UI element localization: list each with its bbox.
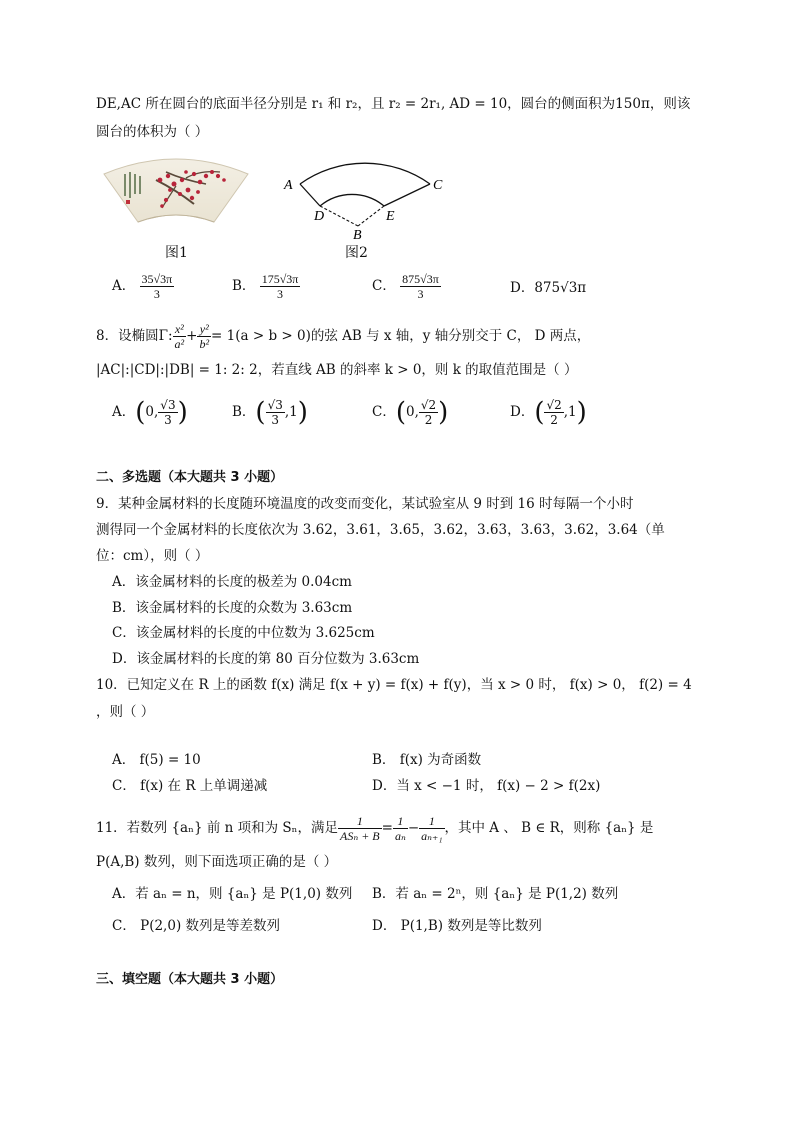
point-c-label: C <box>433 178 443 193</box>
figure2-caption: 图2 <box>345 245 368 261</box>
q11-option-d: D． P(1,B) 数列是等比数列 <box>372 918 542 934</box>
q7-option-b: B． $\frac{175√3\pi}{3}$ <box>232 272 299 301</box>
q8-option-b: B．( $\frac{√3}{3}$ ,1) <box>232 397 308 428</box>
q11-option-c: C． P(2,0) 数列是等差数列 <box>112 918 280 934</box>
point-e-label: E <box>386 209 395 224</box>
q9-stem-line1: 9．某种金属材料的长度随环境温度的改变而变化，某试验室从 9 时到 16 时每隔一个小时 <box>96 496 634 512</box>
point-b-label: B <box>353 228 362 242</box>
q10-stem-line2: ，则（ ） <box>96 704 155 720</box>
fan-painting-figure <box>96 150 256 230</box>
q7-option-d: D．875√3π <box>510 280 587 296</box>
q11-option-a: A．若 aₙ = n，则 {aₙ} 是 P(1,0) 数列 <box>112 886 353 902</box>
point-a-label: A <box>284 178 293 193</box>
q10-option-c: C． f(x) 在 R 上单调递减 <box>112 778 268 794</box>
q11-option-b: B．若 aₙ = 2ⁿ，则 {aₙ} 是 P(1,2) 数列 <box>372 886 619 902</box>
q8-stem-line2: |AC|:|CD|:|DB| = 1: 2: 2，若直线 AB 的斜率 k > 0，则 k 的取值范围是（ ） <box>96 362 578 378</box>
q10-option-b: B． f(x) 为奇函数 <box>372 752 482 768</box>
point-d-label: D <box>314 209 325 224</box>
section-heading-fill-in: 三、填空题（本大题共 3 小题） <box>96 972 284 987</box>
annular-sector-figure <box>278 136 448 242</box>
q9-option-d: D．该金属材料的长度的第 80 百分位数为 3.63cm <box>112 651 420 667</box>
q11-stem-line1: 11．若数列 {aₙ} 前 n 项和为 Sₙ，满足 $\frac{1}{\text{ASₙ + B}}$ = $\frac{1}{\text{aₙ}}$ − $\frac{1}{\text{aₙ₊₁}}$ ，其中 A 、 B ∈ R，则称 {aₙ} 是 <box>96 814 654 843</box>
q8-stem-line1: 8．设椭圆Γ: $\frac{\text{x²}}{\text{a²}}$ + $\frac{\text{y²}}{\text{b²}}$ = 1(a > b > 0)的弦 AB 与 x 轴，y 轴分别交于 C， D 两点， <box>96 322 591 351</box>
q10-option-d: D．当 x < −1 时， f(x) − 2 > f(2x) <box>372 778 601 794</box>
q7-stem-line2: 圆台的体积为（ ） <box>96 124 209 140</box>
q7-option-a: A． $\frac{35√3\pi}{3}$ <box>112 272 173 301</box>
q9-option-c: C．该金属材料的长度的中位数为 3.625cm <box>112 625 375 641</box>
q7-option-c: C． $\frac{875√3\pi}{3}$ <box>372 272 439 301</box>
q9-option-a: A．该金属材料的长度的极差为 0.04cm <box>112 574 352 590</box>
q11-stem-line2: P(A,B) 数列，则下面选项正确的是（ ） <box>96 854 338 870</box>
q9-stem-line3: 位：cm），则（ ） <box>96 548 209 564</box>
q10-option-a: A． f(5) = 10 <box>112 752 201 768</box>
q7-stem-line1: DE,AC 所在圆台的底面半径分别是 r₁ 和 r₂，且 r₂ = 2r₁, AD = 10，圆台的侧面积为150π，则该 <box>96 96 691 112</box>
figure1-caption: 图1 <box>165 245 188 261</box>
q9-stem-line2: 测得同一个金属材料的长度依次为 3.62，3.61，3.65，3.62，3.63，3.63，3.62，3.64（单 <box>96 522 665 538</box>
q9-option-b: B．该金属材料的长度的众数为 3.63cm <box>112 600 353 616</box>
section-heading-multiple-choice: 二、多选题（本大题共 3 小题） <box>96 470 284 485</box>
q10-stem-line1: 10．已知定义在 R 上的函数 f(x) 满足 f(x + y) = f(x) + f(y)，当 x > 0 时， f(x) > 0， f(2) = 4 <box>96 677 692 693</box>
q8-option-c: C．(0, $\frac{√2}{2}$ ) <box>372 397 449 428</box>
q8-option-a: A．(0, $\frac{√3}{3}$ ) <box>112 397 188 428</box>
q8-option-d: D．( $\frac{√2}{2}$ ,1) <box>510 397 587 428</box>
